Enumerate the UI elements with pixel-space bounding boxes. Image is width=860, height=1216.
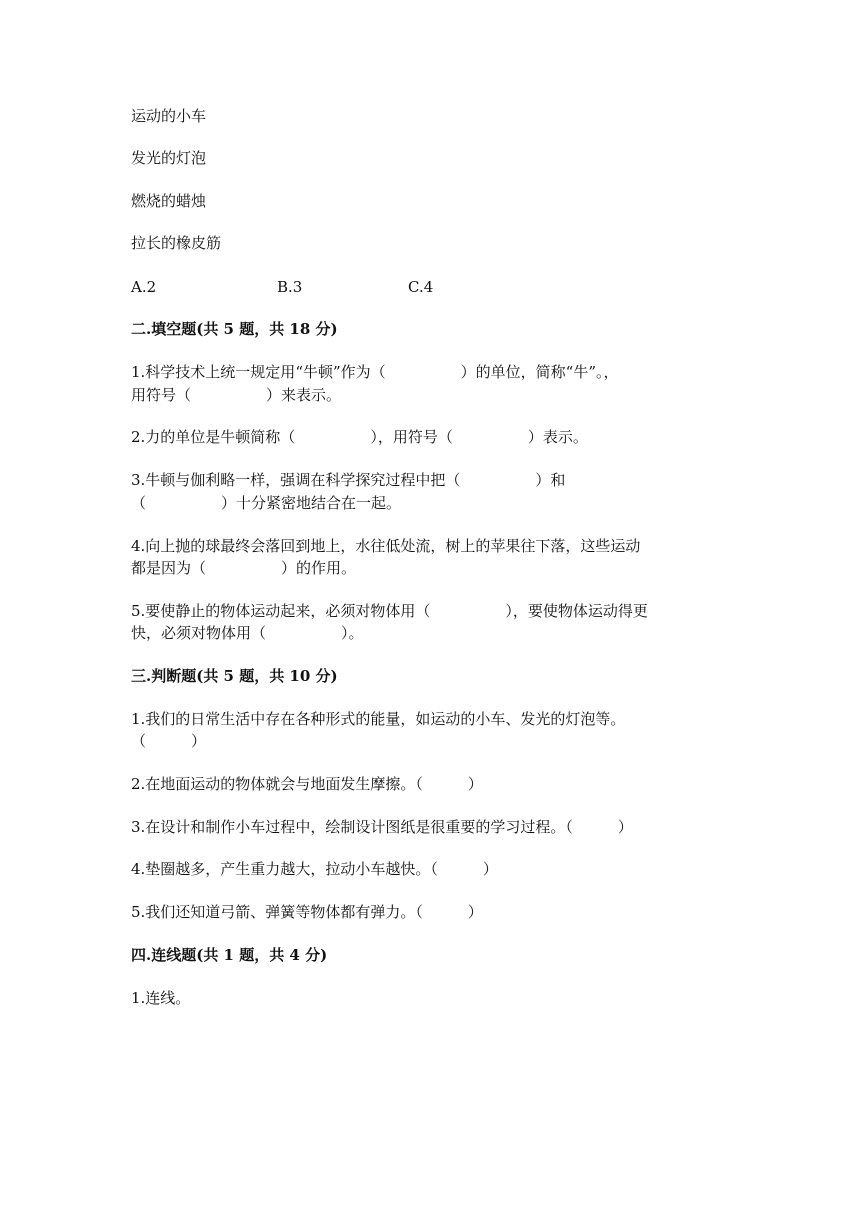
matching-q1: 1.连线。 [131,989,191,1007]
option-c: C.4 [408,278,434,296]
item-burning-candle: 燃烧的蜡烛 [131,192,207,210]
fill-q3-line2: （ ）十分紧密地结合在一起。 [131,494,402,512]
fill-q1-line1: 1.科学技术上统一规定用“牛顿”作为（ ）的单位，简称“牛”。， [131,363,619,381]
section-matching-title: 四.连线题(共 1 题，共 4 分) [131,946,328,964]
fill-q5-line1: 5.要使静止的物体运动起来，必须对物体用（ ），要使物体运动得更 [131,602,648,620]
judge-q1-line1: 1.我们的日常生活中存在各种形式的能量，如运动的小车、发光的灯泡等。 [131,710,626,728]
fill-q4-line1: 4.向上抛的球最终会落回到地上，水往低处流，树上的苹果往下落，这些运动 [131,537,641,555]
option-b: B.3 [277,278,303,296]
judge-q2: 2.在地面运动的物体就会与地面发生摩擦。（ ） [131,775,483,793]
fill-q5-line2: 快，必须对物体用（ ）。 [131,624,364,642]
judge-q3: 3.在设计和制作小车过程中，绘制设计图纸是很重要的学习过程。（ ） [131,818,633,836]
judge-q1-line2: （ ） [131,732,207,750]
item-moving-car: 运动的小车 [131,107,207,125]
item-light-bulb: 发光的灯泡 [131,149,207,167]
section-fill-blank-title: 二.填空题(共 5 题，共 18 分) [131,320,338,338]
item-stretched-rubber-band: 拉长的橡皮筋 [131,234,222,252]
judge-q4: 4.垫圈越多，产生重力越大，拉动小车越快。（ ） [131,860,498,878]
fill-q1-line2: 用符号（ ）来表示。 [131,386,342,404]
judge-q5: 5.我们还知道弓箭、弹簧等物体都有弹力。（ ） [131,903,483,921]
fill-q3-line1: 3.牛顿与伽利略一样，强调在科学探究过程中把（ ）和 [131,471,566,489]
fill-q4-line2: 都是因为（ ）的作用。 [131,559,357,577]
option-a: A.2 [131,278,157,296]
fill-q2: 2.力的单位是牛顿简称（ ），用符号（ ）表示。 [131,428,588,446]
section-judgement-title: 三.判断题(共 5 题，共 10 分) [131,667,338,685]
